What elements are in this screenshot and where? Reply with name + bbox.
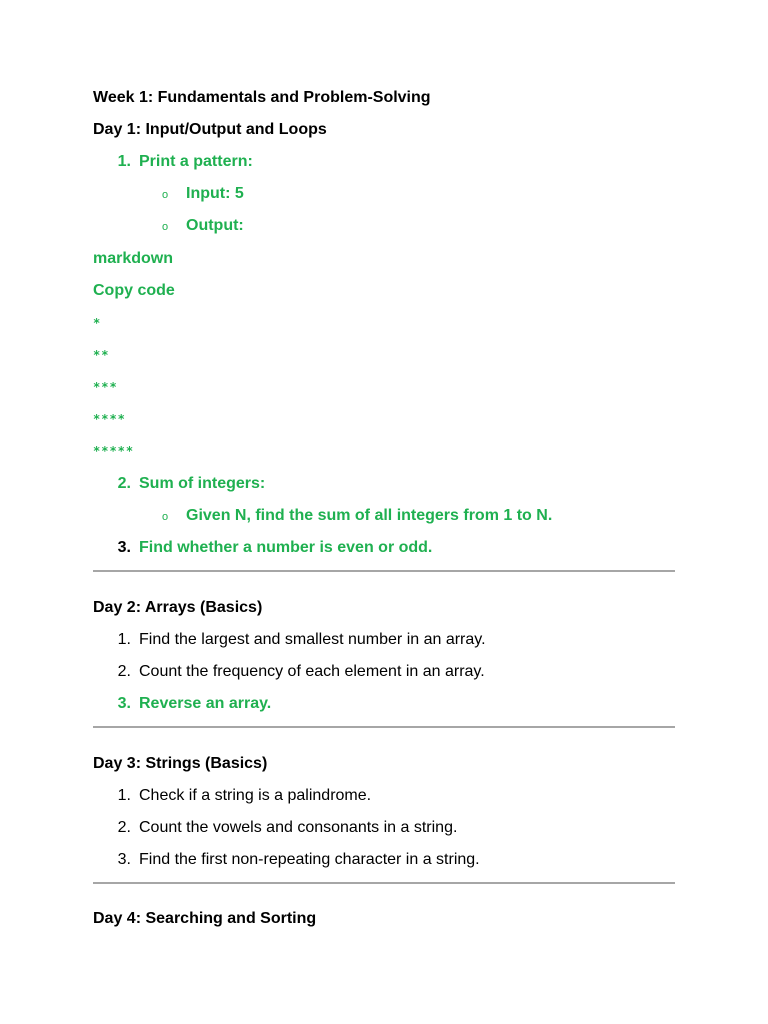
day2-item-number: 3. <box>117 695 131 712</box>
day1-item2-number: 2. <box>117 475 131 492</box>
day2-item: Count the frequency of each element in an array. <box>139 663 485 680</box>
bullet-circle-icon: o <box>162 221 169 233</box>
pattern-line: ** <box>93 348 110 362</box>
day1-item3-number: 3. <box>117 539 131 556</box>
day3-item: Count the vowels and consonants in a string. <box>139 819 458 836</box>
day1-item1-label: Print a pattern: <box>139 153 253 170</box>
day2-item-number: 1. <box>117 631 131 648</box>
day2-item-number: 2. <box>117 663 131 680</box>
bullet-circle-icon: o <box>162 189 169 201</box>
pattern-line: **** <box>93 412 126 426</box>
day1-output-label: Output: <box>186 217 244 234</box>
day1-item2-label: Sum of integers: <box>139 475 266 492</box>
section-divider <box>93 882 675 884</box>
pattern-line: * <box>93 316 102 330</box>
day3-item: Check if a string is a palindrome. <box>139 787 372 804</box>
day2-title: Day 2: Arrays (Basics) <box>93 599 263 616</box>
day3-item-number: 3. <box>117 851 131 868</box>
bullet-circle-icon: o <box>162 511 169 523</box>
day3-item: Find the first non-repeating character in a string. <box>139 851 480 868</box>
week-title: Week 1: Fundamentals and Problem-Solving <box>93 89 431 106</box>
pattern-line: *** <box>93 380 118 394</box>
copy-code-button[interactable]: Copy code <box>93 282 175 299</box>
day1-input-label: Input: 5 <box>186 185 244 202</box>
day1-item3-label: Find whether a number is even or odd. <box>139 539 433 556</box>
day4-title: Day 4: Searching and Sorting <box>93 910 317 927</box>
section-divider <box>93 570 675 572</box>
section-divider <box>93 726 675 728</box>
pattern-line: ***** <box>93 444 135 458</box>
day3-title: Day 3: Strings (Basics) <box>93 755 268 772</box>
day3-item-number: 1. <box>117 787 131 804</box>
day3-item-number: 2. <box>117 819 131 836</box>
day2-item: Reverse an array. <box>139 695 272 712</box>
day1-item1-number: 1. <box>117 153 131 170</box>
day1-item2-sub: Given N, find the sum of all integers from 1 to N. <box>186 507 553 524</box>
day1-title: Day 1: Input/Output and Loops <box>93 121 327 138</box>
day2-item: Find the largest and smallest number in an array. <box>139 631 486 648</box>
code-language-label: markdown <box>93 250 174 267</box>
